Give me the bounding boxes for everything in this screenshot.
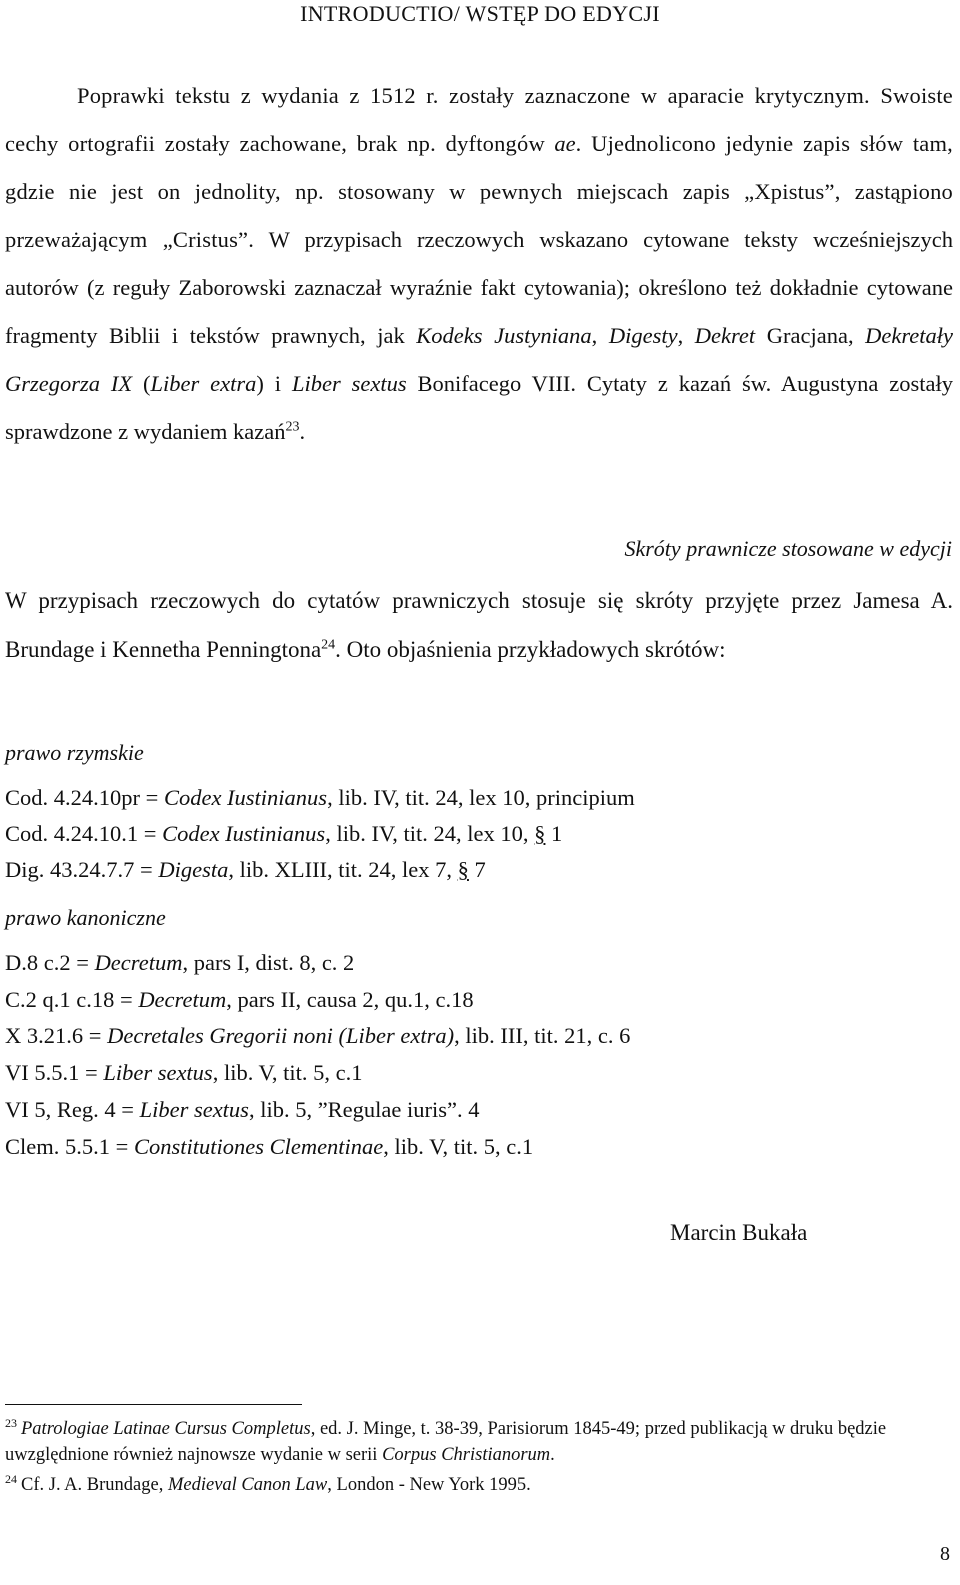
page-number: 8 [940,1543,950,1565]
abbreviation-row: Dig. 43.24.7.7 = Digesta, lib. XLIII, tit. 24, lex 7, § 7 [5,857,486,882]
section-sign: § [457,857,469,882]
abbreviation-row: D.8 c.2 = Decretum, pars I, dist. 8, c. 2 [5,950,355,975]
abbreviation-row: X 3.21.6 = Decretales Gregorii noni (Liber extra), lib. III, tit. 21, c. 6 [5,1023,631,1048]
author-signature: Marcin Bukała [670,1220,808,1245]
paragraph-editorial-notes: Poprawki tekstu z wydania z 1512 r. zostały zaznaczone w aparacie krytycznym. Swoiste cechy ortografii zostały zachowane, brak np. dyftongów ae. Ujednolicono jedynie zapis słów tam, gdzie nie jest on jednolity, np. stosowany w pewnych miejscach zapis „Xpistus”, zastąpiono przeważającym „Cristus”. W przypisach rzeczowych wskazano cytowane teksty wcześniejszych autorów (z reguły Zaborowski zaznaczał wyraźnie fakt cytowania); określono też dokładnie cytowane fragmenty Biblii i tekstów prawnych, jak Kodeks Justyniana, Digesty, Dekret Gracjana, Dekretały Grzegorza IX (Liber extra) i Liber sextus Bonifacego VIII. Cytaty z kazań św. Augustyna zostały sprawdzone z wydaniem kazań$^{23}$. [5,83,954,444]
abbreviation-row: Cod. 4.24.10.1 = Codex Iustinianus, lib. IV, tit. 24, lex 10, § 1 [5,821,563,846]
running-header: INTRODUCTIO/ WSTĘP DO EDYCJI [300,1,660,26]
section-sign: § [534,821,546,846]
footnote-number: 24 [5,1471,17,1486]
footnote-separator [5,1404,302,1405]
footnote-ref-23[interactable]: 23 [285,419,300,435]
abbreviation-row: Cod. 4.24.10pr = Codex Iustinianus, lib. IV, tit. 24, lex 10, principium [5,785,635,810]
abbreviation-row: VI 5, Reg. 4 = Liber sextus, lib. 5, ”Regulae iuris”. 4 [5,1097,480,1122]
roman-law-heading: prawo rzymskie [5,740,144,765]
footnote-23: $^{23}$ Patrologiae Latinae Cursus Completus, ed. J. Minge, t. 38-39, Parisiorum 1845-49; przed publikacją w druku będzie uwzględnione również najnowsze wydanie w serii Corpus Christianorum. [5,1415,887,1465]
footnote-24: $^{24}$ Cf. J. A. Brundage, Medieval Canon Law, London - New York 1995. [5,1471,531,1495]
footnote-number: 23 [5,1415,17,1430]
paragraph-abbreviations-intro: W przypisach rzeczowych do cytatów prawniczych stosuje się skróty przyjęte przez Jamesa A. Brundage i Kennetha Penningtona$^{24}$. Oto objaśnienia przykładowych skrótów: [5,588,953,662]
footnote-ref-24[interactable]: 24 [321,637,336,653]
abbreviation-row: C.2 q.1 c.18 = Decretum, pars II, causa 2, qu.1, c.18 [5,987,474,1012]
abbreviation-row: VI 5.5.1 = Liber sextus, lib. V, tit. 5, c.1 [5,1060,363,1085]
canon-law-heading: prawo kanoniczne [5,905,166,930]
abbreviation-row: Clem. 5.5.1 = Constitutiones Clementinae, lib. V, tit. 5, c.1 [5,1134,534,1159]
section-title: Skróty prawnicze stosowane w edycji [624,536,952,561]
